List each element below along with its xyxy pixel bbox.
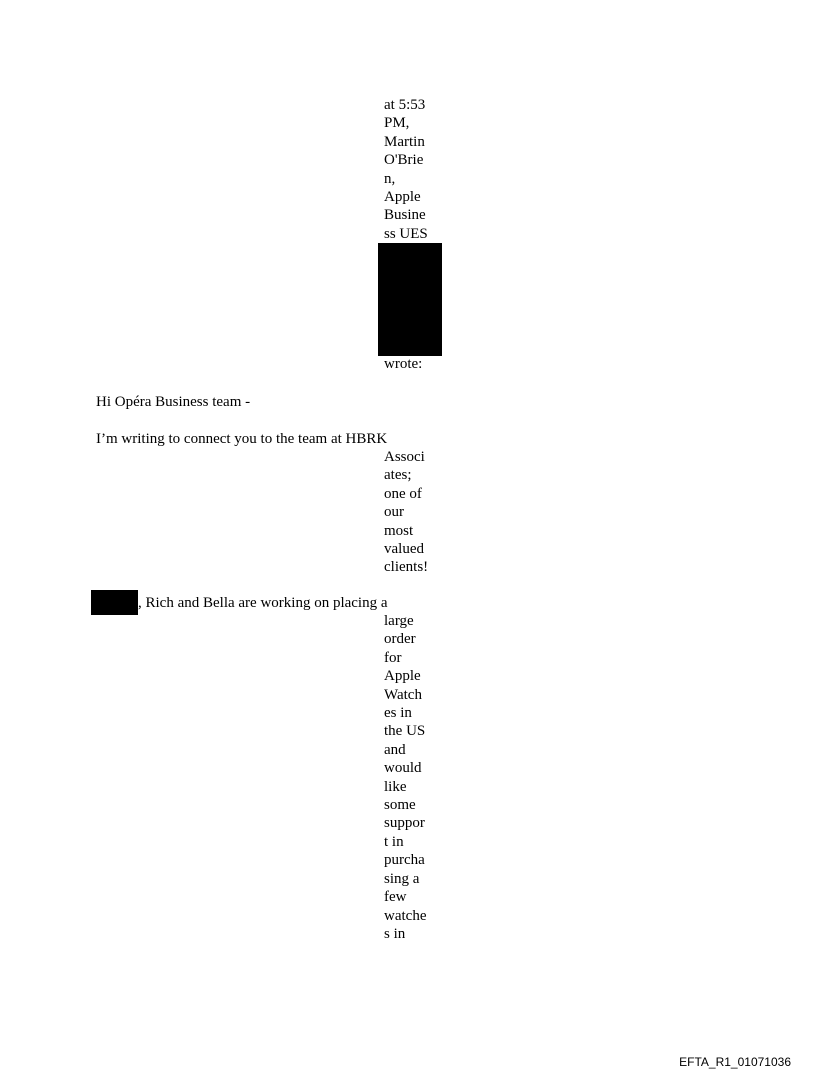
intro-paragraph-wrapped-text <box>384 448 444 577</box>
wrapped-line: would <box>384 760 422 777</box>
wrapped-line: at 5:53 <box>384 97 426 113</box>
wrapped-line: for <box>384 649 402 666</box>
wrapped-line: s in <box>384 925 406 942</box>
wrapped-line: n, <box>384 170 396 187</box>
wrapped-line: some <box>384 797 416 814</box>
order-paragraph-wrapped-text <box>384 612 444 943</box>
wrapped-line: sing a <box>384 870 420 887</box>
wrapped-line: Apple <box>384 668 421 685</box>
wrapped-line: Associ <box>384 449 425 465</box>
intro-paragraph-first-line: I’m writing to connect you to the team at HBRK <box>96 431 388 447</box>
redaction-block-email-address <box>378 243 442 356</box>
email-header-wrapped-text <box>384 96 444 243</box>
wrapped-line: ss UES <box>384 225 428 242</box>
wrapped-line: Watch <box>384 686 422 703</box>
wrapped-line: few <box>384 889 407 906</box>
wrapped-line: large <box>384 613 414 629</box>
wrapped-line: Busine <box>384 207 426 224</box>
wrapped-line: PM, <box>384 115 410 132</box>
wrapped-line: watche <box>384 907 427 924</box>
wrapped-line: valued <box>384 541 424 558</box>
wrapped-line: clients! <box>384 559 429 576</box>
greeting-line: Hi Opéra Business team - <box>96 394 251 410</box>
wrapped-line: and <box>384 741 406 758</box>
wrapped-line: one of <box>384 485 422 502</box>
document-id-footer: EFTA_R1_01071036 <box>679 1055 791 1069</box>
wrapped-line: order <box>384 631 416 648</box>
order-paragraph-first-line: , Rich and Bella are working on placing a <box>138 595 388 611</box>
redaction-block-name <box>91 590 138 615</box>
wrapped-line: es in <box>384 705 412 722</box>
wrote-label: wrote: <box>384 356 423 372</box>
wrapped-line: Apple <box>384 189 421 206</box>
wrapped-line: purcha <box>384 852 425 869</box>
wrapped-line: suppor <box>384 815 425 832</box>
wrapped-line: ates; <box>384 467 412 484</box>
wrapped-line: the US <box>384 723 426 740</box>
wrapped-line: most <box>384 522 414 539</box>
wrapped-line: Martin <box>384 133 425 150</box>
wrapped-line: like <box>384 778 407 795</box>
wrapped-line: O'Brie <box>384 152 424 169</box>
wrapped-line: t in <box>384 833 404 850</box>
wrapped-line: our <box>384 504 404 521</box>
